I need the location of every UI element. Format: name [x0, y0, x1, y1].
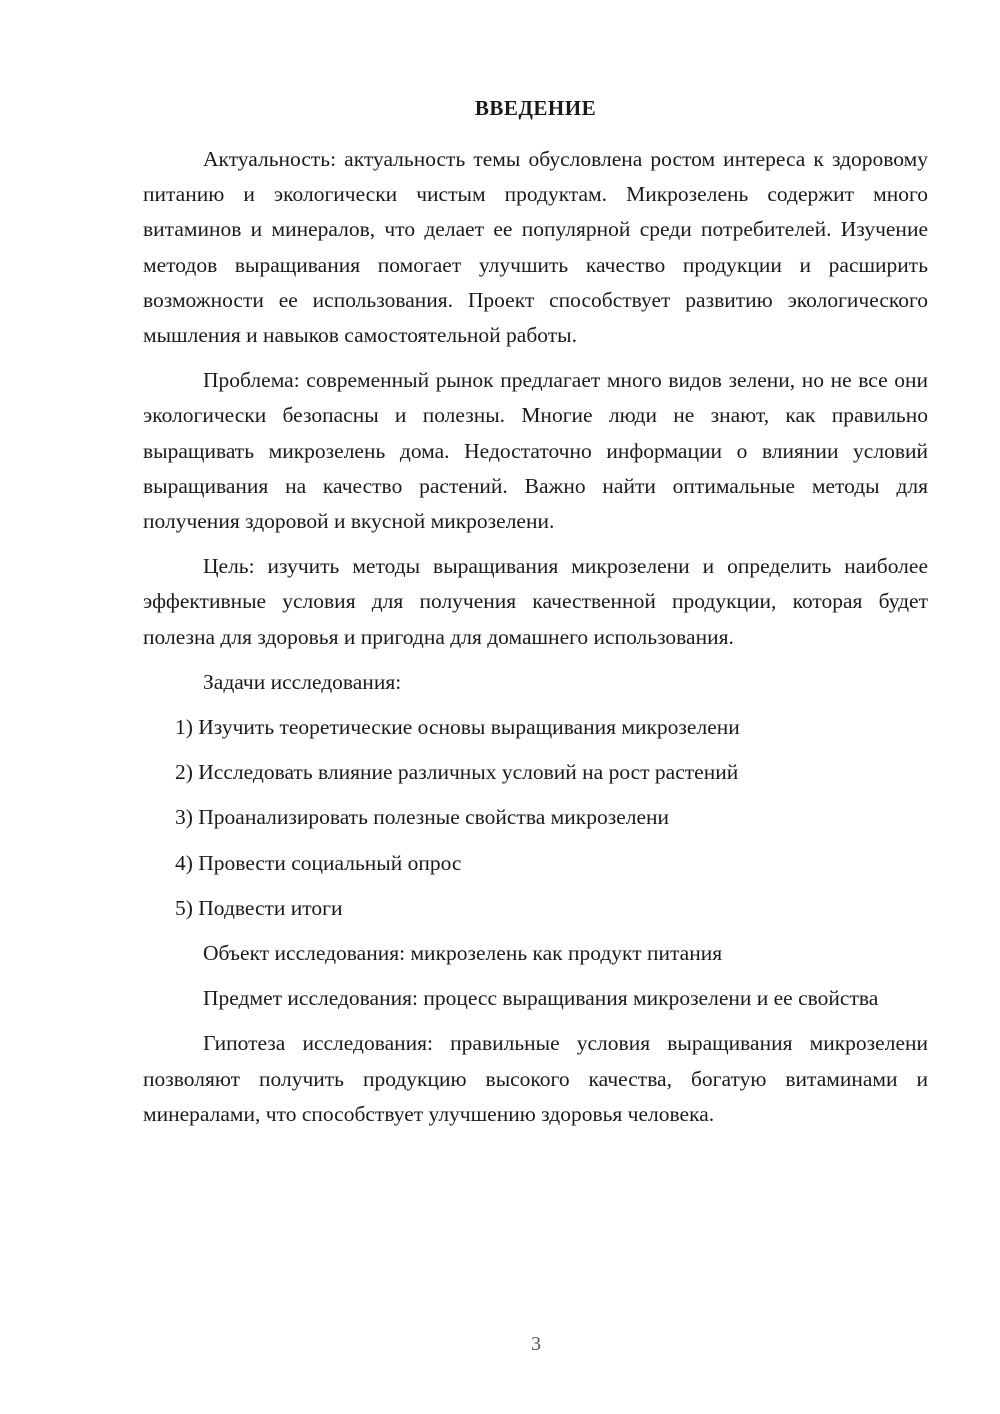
relevance-paragraph: Актуальность: актуальность темы обусловлена ростом интереса к здоровому питанию и экологически чистым продуктам. Микрозелень содержит много витаминов и минералов, что делает ее популярной среди потребителей. Изучение методов выращивания помогает улучшить качество продукции и расширить возможности ее использования. Проект способствует развитию экологического мышления и навыков самостоятельной работы. [143, 147, 928, 348]
list-item: 2) Исследовать влияние различных условий на рост растений [175, 760, 739, 785]
list-item: 4) Провести социальный опрос [175, 850, 462, 875]
list-item: 1) Изучить теоретические основы выращивания микрозелени [175, 715, 740, 740]
object-paragraph: Объект исследования: микрозелень как продукт питания [203, 941, 723, 966]
goal-paragraph: Цель: изучить методы выращивания микрозелени и определить наиболее эффективные условия для получения качественной продукции, которая будет полезна для здоровья и пригодна для домашнего использования. [143, 554, 928, 649]
problem-paragraph: Проблема: современный рынок предлагает много видов зелени, но не все они экологически безопасны и полезны. Многие люди не знают, как правильно выращивать микрозелень дома. Недостаточно информации о влиянии условий выращивания на качество растений. Важно найти оптимальные методы для получения здоровой и вкусной микрозелени. [143, 368, 928, 534]
hypothesis-paragraph: Гипотеза исследования: правильные условия выращивания микрозелени позволяют получить продукцию высокого качества, богатую витаминами и минералами, что способствует улучшению здоровья человека. [143, 1031, 928, 1126]
tasks-heading: Задачи исследования: [203, 669, 402, 694]
tasks-list [143, 710, 928, 926]
subject-paragraph: Предмет исследования: процесс выращивания микрозелени и ее свойства [203, 986, 879, 1011]
page-number: 3 [531, 1333, 541, 1355]
list-item: 3) Проанализировать полезные свойства микрозелени [175, 805, 670, 830]
list-item: 5) Подвести итоги [175, 895, 343, 920]
page-title: ВВЕДЕНИЕ [474, 96, 597, 120]
document-body [143, 142, 928, 1142]
